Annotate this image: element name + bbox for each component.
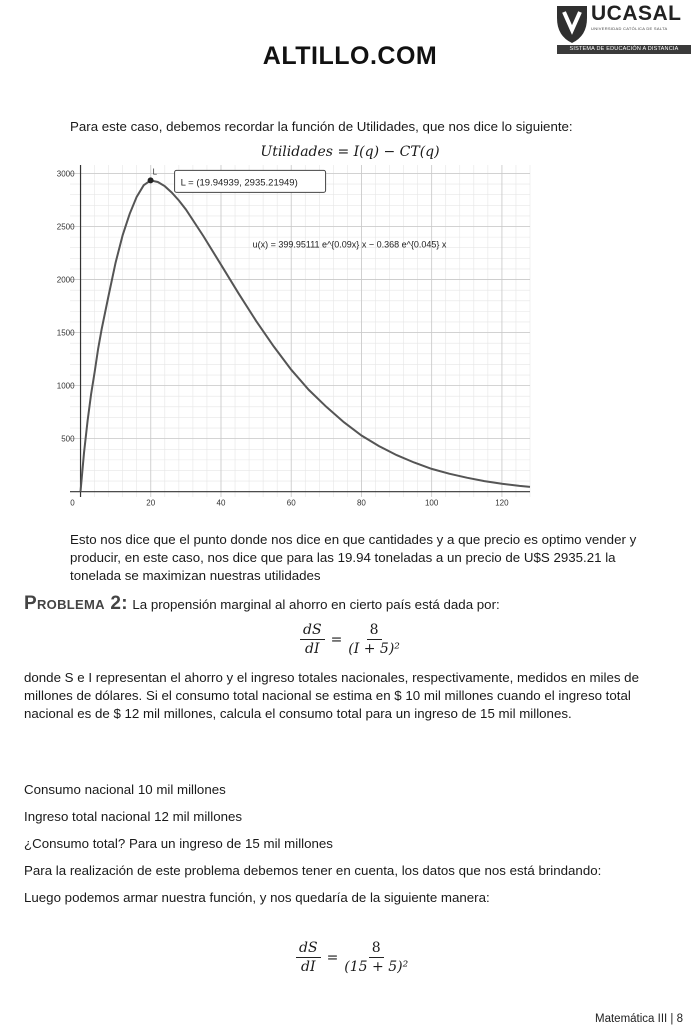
eq2-lhs-num: dS — [296, 940, 321, 958]
y-tick-label: 2500 — [56, 222, 75, 232]
eq2-rhs-num: 8 — [369, 940, 384, 958]
eq1-lhs-num: dS — [300, 622, 325, 640]
x-tick-label: 120 — [495, 498, 509, 508]
result-text: Esto nos dice que el punto donde nos dice en que cantidades y a que precio es optimo vender y producir, en este caso, nos dice que para las 19.94 toneladas a un precio de U$S 2935.21 la tonelada se maximizan nuestras utilidades — [70, 532, 637, 583]
data-line: Consumo nacional 10 mil millones — [24, 782, 226, 797]
data-line: Para la realización de este problema debemos tener en cuenta, los datos que nos está brindando: — [24, 863, 602, 878]
y-tick-label: 1500 — [56, 328, 75, 338]
problem-statement: La propensión marginal al ahorro en cierto país está dada por: — [132, 597, 500, 612]
logo-subtitle: UNIVERSIDAD CATÓLICA DE SALTA — [591, 26, 668, 31]
eq1-lhs-den: dI — [305, 641, 320, 657]
utility-chart — [56, 165, 530, 515]
x-tick-label: 0 — [70, 498, 75, 508]
problem-description: donde S e I representan el ahorro y el ingreso totales nacionales, respectivamente, medidos en miles de millones de dólares. Si el consumo total nacional se estima en $ 10 mil millones cuando el ingreso total nacional es de $ 12 mil millones, calcula el consumo total para un ingreso de 15 mil millones. — [24, 670, 639, 721]
site-title: ALTILLO.COM — [262, 42, 438, 70]
logo-name: UCASAL — [591, 2, 682, 25]
point-label: L — [152, 167, 158, 177]
formula-utilidades: Utilidades = I(q) − CT(q) — [260, 144, 440, 160]
x-tick-label: 100 — [424, 498, 439, 508]
y-tick-label: 500 — [61, 434, 75, 444]
intro-text: Para este caso, debemos recordar la función de Utilidades, que nos dice lo siguiente: — [70, 119, 573, 134]
equation-2: $\frac{dS}{dI}$ = $\frac{8}{\text{(15 + 5)²}}$ — [296, 940, 408, 975]
max-point — [148, 177, 154, 183]
eq2-rhs-den: (15 + 5)² — [344, 959, 409, 975]
x-tick-label: 20 — [146, 498, 156, 508]
y-tick-label: 2000 — [56, 275, 75, 285]
data-line: Ingreso total nacional 12 mil millones — [24, 809, 243, 824]
page-footer: Matemática III | 8 — [595, 1013, 683, 1025]
y-tick-label: 1000 — [56, 381, 75, 391]
x-tick-label: 40 — [216, 498, 226, 508]
x-tick-label: 60 — [286, 498, 296, 508]
ucasal-logo — [553, 2, 693, 54]
logo-bar: SISTEMA DE EDUCACIÓN A DISTANCIA — [557, 45, 691, 54]
problem-heading — [24, 593, 684, 615]
eq1-rhs-den: (I + 5)² — [348, 641, 400, 657]
data-line: ¿Consumo total? Para un ingreso de 15 mil millones — [24, 836, 333, 851]
function-label: u(x) = 399.95111 e^{0.09x} x − 0.368 e^{0.045} x — [252, 239, 447, 250]
y-tick-label: 3000 — [56, 169, 75, 179]
x-tick-label: 80 — [356, 498, 366, 508]
equation-1: $\frac{dS}{dI}$ = $\frac{8}{\text{(I + 5)²}}$ — [300, 622, 400, 657]
eq2-lhs-den: dI — [301, 959, 316, 975]
data-line: Luego podemos armar nuestra función, y nos quedaría de la siguiente manera: — [24, 890, 490, 905]
shield-logo-icon — [555, 4, 589, 44]
point-box-label: L = (19.94939, 2935.21949) — [180, 177, 298, 189]
eq1-rhs-num: 8 — [367, 622, 382, 640]
problem-title: Problema 2: — [24, 593, 128, 614]
